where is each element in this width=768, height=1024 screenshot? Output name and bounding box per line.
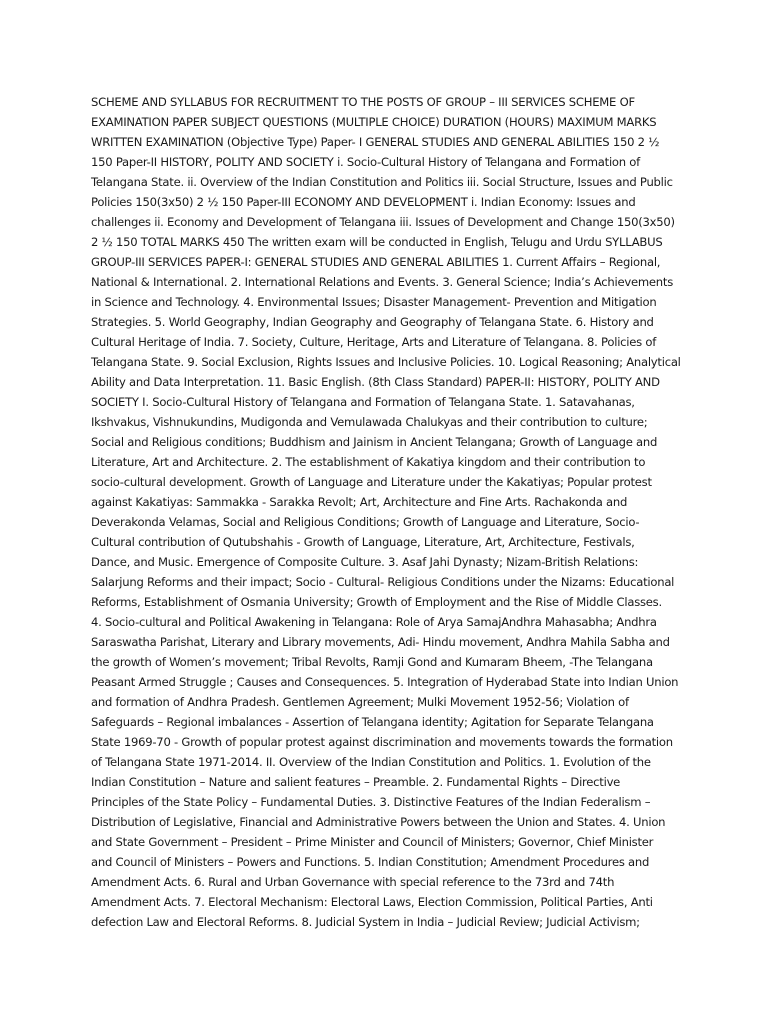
text-line: Safeguards – Regional imbalances - Assertion of Telangana identity; Agitation for Separate Telangana (91, 715, 654, 729)
text-line: challenges ii. Economy and Development of Telangana iii. Issues of Development and Change 150(3x50) (91, 215, 675, 229)
text-line: socio-cultural development. Growth of Language and Literature under the Kakatiyas; Popular protest (91, 475, 652, 489)
text-line: Saraswatha Parishat, Literary and Library movements, Adi- Hindu movement, Andhra Mahila Sabha and (91, 635, 670, 649)
syllabus-text (91, 92, 681, 932)
text-line: 150 Paper-II HISTORY, POLITY AND SOCIETY i. Socio-Cultural History of Telangana and Formation of (91, 155, 640, 169)
text-line: SCHEME AND SYLLABUS FOR RECRUITMENT TO THE POSTS OF GROUP – III SERVICES SCHEME OF (91, 95, 635, 109)
text-line: Strategies. 5. World Geography, Indian Geography and Geography of Telangana State. 6. History and (91, 315, 654, 329)
text-line: Deverakonda Velamas, Social and Religious Conditions; Growth of Language and Literature, Socio- (91, 515, 640, 529)
text-line: Reforms, Establishment of Osmania University; Growth of Employment and the Rise of Middle Classes. (91, 595, 662, 609)
text-line: and State Government – President – Prime Minister and Council of Ministers; Governor, Chief Minister (91, 835, 654, 849)
text-line: Peasant Armed Struggle ; Causes and Consequences. 5. Integration of Hyderabad State into Indian Union (91, 675, 679, 689)
text-line: and Council of Ministers – Powers and Functions. 5. Indian Constitution; Amendment Procedures and (91, 855, 650, 869)
text-line: Literature, Art and Architecture. 2. The establishment of Kakatiya kingdom and their contribution to (91, 455, 646, 469)
text-line: Telangana State. 9. Social Exclusion, Rights Issues and Inclusive Policies. 10. Logical Reasoning; Analytical (91, 355, 681, 369)
text-line: State 1969-70 - Growth of popular protest against discrimination and movements towards the formation (91, 735, 673, 749)
text-line: Principles of the State Policy – Fundamental Duties. 3. Distinctive Features of the Indian Federalism – (91, 795, 651, 809)
text-line: 4. Socio-cultural and Political Awakening in Telangana: Role of Arya SamajAndhra Mahasabha; Andhra (91, 615, 657, 629)
text-line: 2 ½ 150 TOTAL MARKS 450 The written exam will be conducted in English, Telugu and Urdu SYLLABUS (91, 235, 663, 249)
text-line: Ikshvakus, Vishnukundins, Mudigonda and Vemulawada Chalukyas and their contribution to culture; (91, 415, 648, 429)
text-line: Distribution of Legislative, Financial and Administrative Powers between the Union and States. 4. Union (91, 815, 666, 829)
text-line: in Science and Technology. 4. Environmental Issues; Disaster Management- Prevention and Mitigation (91, 295, 657, 309)
text-line: Amendment Acts. 6. Rural and Urban Governance with special reference to the 73rd and 74th (91, 875, 615, 889)
text-line: Social and Religious conditions; Buddhism and Jainism in Ancient Telangana; Growth of Language and (91, 435, 658, 449)
text-line: of Telangana State 1971-2014. II. Overview of the Indian Constitution and Politics. 1. Evolution of the (91, 755, 651, 769)
text-line: Cultural contribution of Qutubshahis - Growth of Language, Literature, Art, Architecture, Festivals, (91, 535, 635, 549)
text-line: Salarjung Reforms and their impact; Socio - Cultural- Religious Conditions under the Nizams: Educational (91, 575, 675, 589)
text-line: GROUP-III SERVICES PAPER-I: GENERAL STUDIES AND GENERAL ABILITIES 1. Current Affairs – Regional, (91, 255, 661, 269)
text-line: defection Law and Electoral Reforms. 8. Judicial System in India – Judicial Review; Judicial Activism; (91, 915, 640, 929)
text-line: Dance, and Music. Emergence of Composite Culture. 3. Asaf Jahi Dynasty; Nizam-British Relations: (91, 555, 639, 569)
text-line: Policies 150(3x50) 2 ½ 150 Paper-III ECONOMY AND DEVELOPMENT i. Indian Economy: Issues and (91, 195, 636, 209)
text-line: Ability and Data Interpretation. 11. Basic English. (8th Class Standard) PAPER-II: HISTORY, POLITY AND (91, 375, 660, 389)
text-line: against Kakatiyas: Sammakka - Sarakka Revolt; Art, Architecture and Fine Arts. Rachakonda and (91, 495, 628, 509)
text-line: WRITTEN EXAMINATION (Objective Type) Paper- I GENERAL STUDIES AND GENERAL ABILITIES 150 2 ½ (91, 135, 660, 149)
text-line: Cultural Heritage of India. 7. Society, Culture, Heritage, Arts and Literature of Telangana. 8. Policies of (91, 335, 657, 349)
text-line: Telangana State. ii. Overview of the Indian Constitution and Politics iii. Social Structure, Issues and Public (91, 175, 673, 189)
text-line: and formation of Andhra Pradesh. Gentlemen Agreement; Mulki Movement 1952-56; Violation of (91, 695, 629, 709)
text-line: Amendment Acts. 7. Electoral Mechanism: Electoral Laws, Election Commission, Political Parties, Anti (91, 895, 653, 909)
text-line: National & International. 2. International Relations and Events. 3. General Science; India’s Achievements (91, 275, 673, 289)
text-line: EXAMINATION PAPER SUBJECT QUESTIONS (MULTIPLE CHOICE) DURATION (HOURS) MAXIMUM MARKS (91, 115, 657, 129)
text-line: SOCIETY I. Socio-Cultural History of Telangana and Formation of Telangana State. 1. Satavahanas, (91, 395, 635, 409)
text-line: Indian Constitution – Nature and salient features – Preamble. 2. Fundamental Rights – Directive (91, 775, 621, 789)
text-line: the growth of Women’s movement; Tribal Revolts, Ramji Gond and Kumaram Bheem, -The Telangana (91, 655, 653, 669)
